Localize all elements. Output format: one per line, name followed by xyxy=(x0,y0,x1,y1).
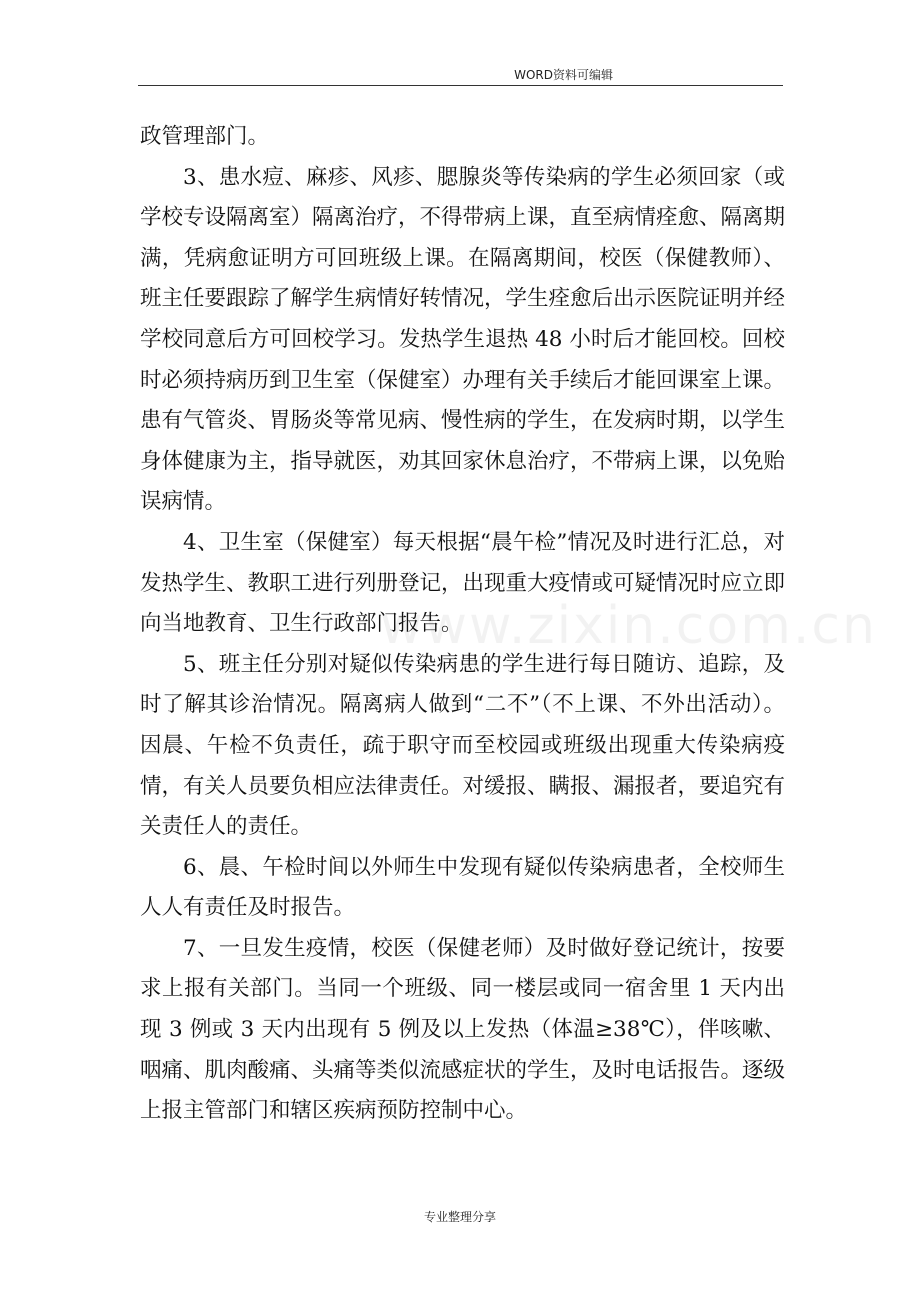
paragraph-item-3: 3、患水痘、麻疹、风疹、腮腺炎等传染病的学生必须回家（或学校专设隔离室）隔离治疗，不得带病上课，直至病情痊愈、隔离期满，凭病愈证明方可回班级上课。在隔离期间，校医（保健教师）、班主任要跟踪了解学生病情好转情况，学生痊愈后出示医院证明并经学校同意后方可回校学习。发热学生退热 48 小时后才能回校。回校时必须持病历到卫生室（保健室）办理有关手续后才能回课室上课。患有气管炎、胃肠炎等常见病、慢性病的学生，在发病时期，以学生身体健康为主，指导就医，劝其回家休息治疗，不带病上课，以免贻误病情。 xyxy=(140,164,786,515)
page-footer: 专业整理分享 xyxy=(423,1210,496,1224)
header-text: WORD资料可编辑 xyxy=(514,68,613,82)
watermark: www.zixin.com.cn xyxy=(380,596,877,656)
paragraph-item-5: 5、班主任分别对疑似传染病患的学生进行每日随访、追踪，及时了解其诊治情况。隔离病人做到“二不”（不上课、不外出活动）。因晨、午检不负责任，疏于职守而至校园或班级出现重大传染病疫情，有关人员要负相应法律责任。对缓报、瞒报、漏报者，要追究有关责任人的责任。 xyxy=(140,651,786,840)
paragraph-item-7: 7、一旦发生疫情，校医（保健老师）及时做好登记统计，按要求上报有关部门。当同一个班级、同一楼层或同一宿舍里 1 天内出现 3 例或 3 天内出现有 5 例及以上发热（体温≥38℃），伴咳嗽、咽痛、肌肉酸痛、头痛等类似流感症状的学生，及时电话报告。逐级上报主管部门和辖区疾病预防控制中心。 xyxy=(140,935,786,1124)
paragraph-item-4: 4、卫生室（保健室）每天根据“晨午检”情况及时进行汇总，对发热学生、教职工进行列册登记，出现重大疫情或可疑情况时应立即向当地教育、卫生行政部门报告。 xyxy=(140,529,786,637)
page-header xyxy=(138,60,783,86)
paragraph-item-6: 6、晨、午检时间以外师生中发现有疑似传染病患者，全校师生人人有责任及时报告。 xyxy=(140,854,785,921)
paragraph-continuation: 政管理部门。 xyxy=(140,124,270,149)
document-body xyxy=(140,117,785,1132)
